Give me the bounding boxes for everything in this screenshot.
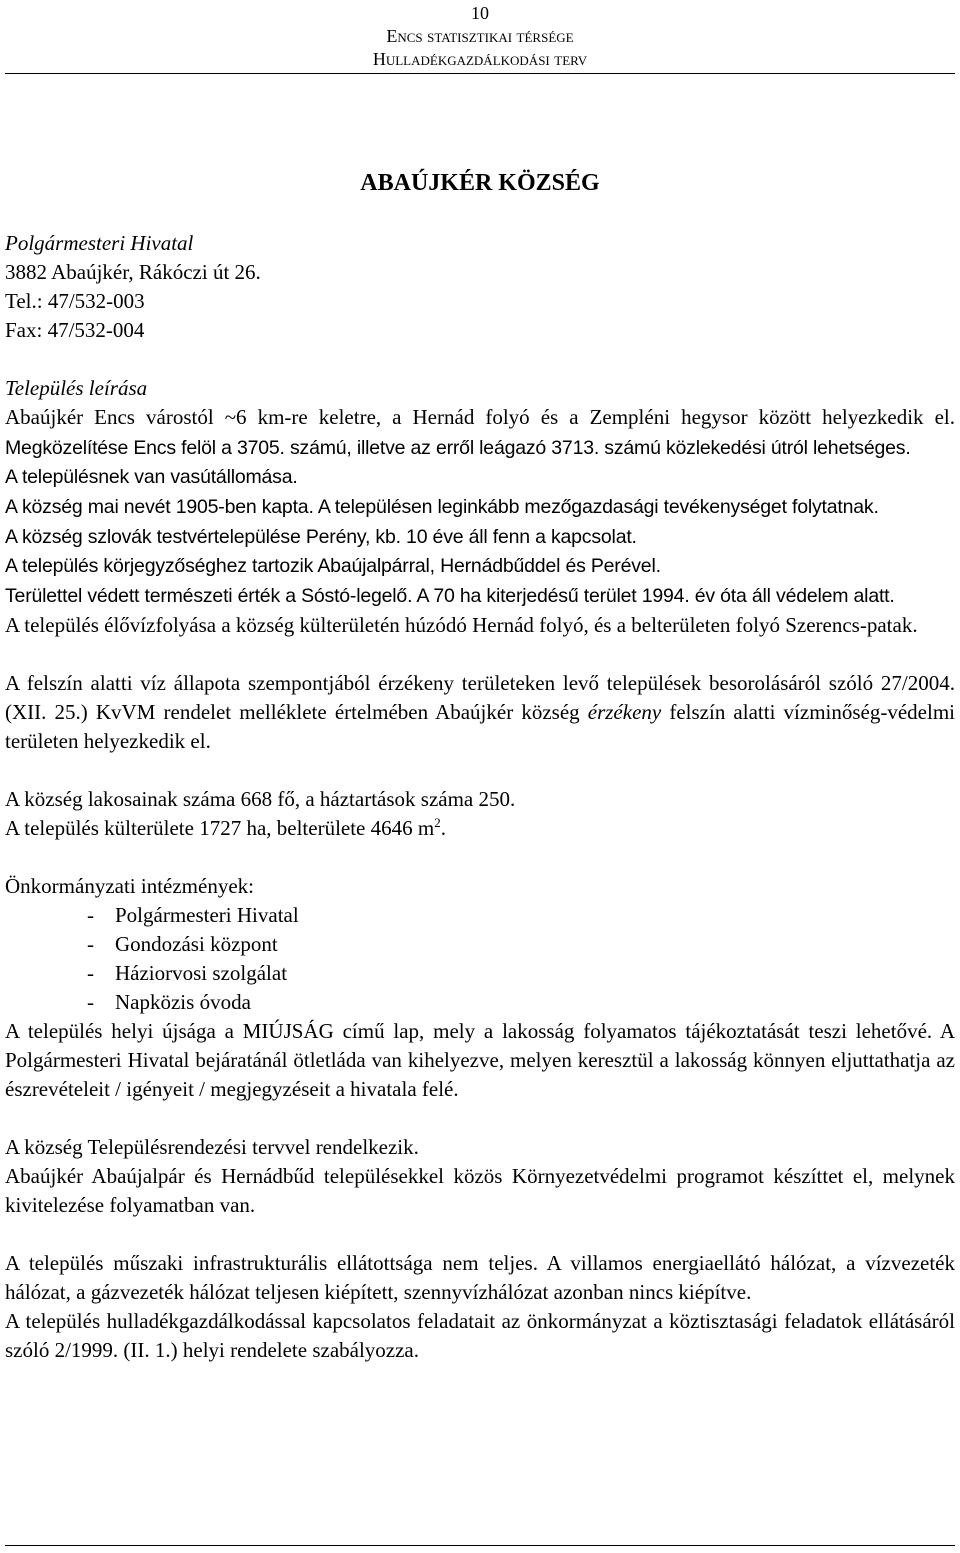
description-sentence-7: Területtel védett természeti érték a Sóstó-legelő. [5,585,413,607]
header-rule [5,73,955,74]
office-block [5,229,955,345]
office-address: 3882 Abaújkér, Rákóczi út 26. [5,260,261,284]
list-item: - Napközis óvoda [87,990,251,1014]
header-line-1: Encs statisztikai térsége [386,26,574,46]
newspaper-paragraph: A település helyi újsága a MIÚJSÁG című lap, mely a lakosság folyamatos tájékoztatását teszi lehetővé. A Polgármesteri Hivatal bejáratánál ötletláda van kihelyezve, melyen keresztül a lakosság könnyen eljuttathatja az észrevételeit / igényeit / megjegyzéseit a hivatala felé. [5,1019,955,1101]
description-paragraph-5: A település körjegyzőséghez tartozik Abaújalpárral, Hernádbűddel és Perével. [5,555,661,577]
infrastructure-paragraph-1: A település műszaki infrastrukturális ellátottsága nem teljes. A villamos energiaellátó hálózat, a vízvezeték hálózat, a gázvezeték hálózat teljesen kiépített, szennyvízhálózat azonban nincs kiépítve. [5,1251,955,1304]
description-sentence-4: A településen leginkább mezőgazdasági tevékenységet folytatnak. [313,496,879,518]
planning-line-2: Abaújkér Abaújalpár és Hernádbűd településekkel közös Környezetvédelmi programot készíttet el, melynek kivitelezése folyamatban van. [5,1164,955,1217]
infrastructure-paragraph-2: A település hulladékgazdálkodással kapcsolatos feladatait az önkormányzat a köztisztasági feladatok ellátásáról szóló 2/1999. (II. 1.) helyi rendelete szabályozza. [5,1309,955,1362]
description-sentence-6: 10 éve áll fenn a kapcsolat. [400,526,637,548]
description-paragraph-6 [5,581,955,611]
description-paragraph-7: A település élővízfolyása a község külterületén húzódó Hernád folyó, és a belterületen folyó Szerencs-patak. [5,613,918,637]
superscript: 2 [434,815,441,830]
header-line-2: Hulladékgazdálkodási terv [372,49,588,69]
planning-line-1: A község Településrendezési tervvel rendelkezik. [5,1135,419,1159]
document-body [5,229,955,1365]
groundwater-emphasis: érzékeny [587,700,662,724]
description-paragraph-3 [5,492,955,522]
list-item: - Polgármesteri Hivatal [87,903,299,927]
description-sentence-1: Abaújkér Encs várostól ~6 km-re keletre, a Hernád folyó és a Zempléni hegysor között helyezkedik el. [5,405,955,429]
groundwater-paragraph: A felszín alatti víz állapota szempontjából érzékeny területeken levő települések besorolásáról szóló 27/2004. (XII. 25.) KvVM rendelet melléklete értelmében Abaújkér község érzékeny felszín alatti vízminőség-védelmi területen helyezkedik el. [5,671,955,753]
footer-rule [5,1545,955,1546]
office-fax: Fax: 47/532-004 [5,318,145,342]
institutions-heading: Önkormányzati intézmények: [5,874,254,898]
document-title: ABAÚJKÉR KÖZSÉG [360,170,600,196]
page-number: 10 [471,3,489,23]
description-sentence-3: A község mai nevét 1905-ben kapta. [5,496,314,518]
description-sentence-2: Megközelítése Encs felöl a 3705. számú, illetve az erről leágazó 3713. számú közlekedési útról lehetséges. [5,437,911,459]
office-name: Polgármesteri Hivatal [5,231,194,255]
description-paragraph-2: A településnek van vasútállomása. [5,466,298,488]
description-sentence-8: A 70 ha kiterjedésű terület 1994. év óta áll védelem alatt. [412,585,895,607]
description-paragraph-4 [5,522,955,552]
population-line-1: A község lakosainak száma 668 fő, a háztartások száma 250. [5,787,516,811]
office-tel: Tel.: 47/532-003 [5,289,145,313]
description-sentence-5: A község szlovák testvértelepülése Perény, kb. [5,526,401,548]
description-heading: Település leírása [5,376,148,400]
description-paragraph-1 [5,403,955,463]
list-item: - Háziorvosi szolgálat [87,961,288,985]
list-item: - Gondozási központ [87,932,278,956]
population-line-2: A település külterülete 1727 ha, belterülete 4646 $m^2$. [5,815,446,840]
